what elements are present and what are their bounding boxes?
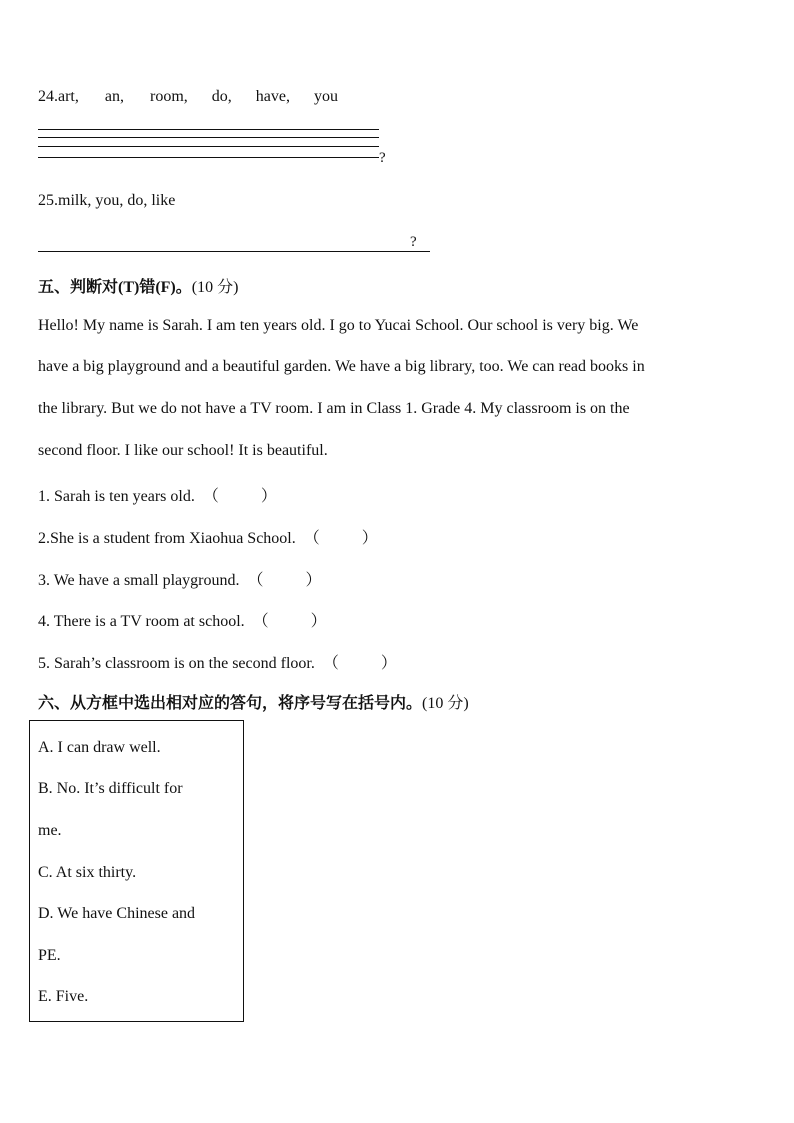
word: do, <box>211 88 232 105</box>
tf-item-text: 1. Sarah is ten years old. <box>38 488 195 505</box>
option-line: E. Five. <box>38 988 89 1005</box>
tf-item <box>38 483 277 506</box>
section-title: 五、判断对(T)错(F)。 <box>38 279 192 296</box>
section-5-heading <box>38 274 238 297</box>
option-line: me. <box>38 822 62 839</box>
answer-line[interactable] <box>38 251 430 252</box>
option-line: D. We have Chinese and <box>38 905 196 922</box>
answer-line[interactable] <box>38 129 379 130</box>
answer-line[interactable] <box>38 157 379 158</box>
option-line: A. I can draw well. <box>38 739 161 756</box>
passage-line: second floor. I like our school! It is beautiful. <box>38 442 328 459</box>
tf-item <box>38 650 397 673</box>
question-number: 24. <box>38 88 58 105</box>
answer-paren-close: ） <box>310 613 327 630</box>
tf-item-text: 5. Sarah’s classroom is on the second floor. <box>38 655 315 672</box>
answer-paren-open: （ <box>303 530 320 547</box>
question-mark: ? <box>379 150 386 166</box>
answer-paren-open: （ <box>247 572 264 589</box>
option-line: C. At six thirty. <box>38 864 137 881</box>
answer-line[interactable] <box>38 137 379 138</box>
word: art, <box>58 88 79 105</box>
word: an, <box>104 88 124 105</box>
question-24 <box>38 88 338 106</box>
tf-item-text: 2.She is a student from Xiaohua School. <box>38 530 296 547</box>
tf-item-text: 4. There is a TV room at school. <box>38 613 245 630</box>
answer-paren-open: （ <box>322 655 339 672</box>
option-line: PE. <box>38 947 61 964</box>
tf-item-text: 3. We have a small playground. <box>38 572 240 589</box>
section-points: (10 分) <box>422 695 469 712</box>
answer-paren-open: （ <box>252 613 269 630</box>
options-box <box>29 720 244 1022</box>
tf-item <box>38 608 327 631</box>
answer-line[interactable] <box>38 146 379 147</box>
section-6-heading <box>38 690 469 713</box>
answer-paren-close: ） <box>361 530 378 547</box>
passage-line: Hello! My name is Sarah. I am ten years old. I go to Yucai School. Our school is very big. We <box>38 317 639 334</box>
option-line: B. No. It’s difficult for <box>38 780 183 797</box>
word: have, <box>255 88 290 105</box>
answer-paren-open: （ <box>202 488 219 505</box>
passage-line: the library. But we do not have a TV room. I am in Class 1. Grade 4. My classroom is on the <box>38 400 630 417</box>
question-mark: ? <box>410 234 417 250</box>
question-25: 25.milk, you, do, like <box>38 192 176 209</box>
tf-item <box>38 567 322 590</box>
answer-paren-close: ） <box>380 655 397 672</box>
word: room, <box>149 88 188 105</box>
section-points: (10 分) <box>191 279 239 296</box>
tf-item <box>38 525 378 548</box>
answer-paren-close: ） <box>305 572 322 589</box>
answer-paren-close: ） <box>260 488 277 505</box>
passage-line: have a big playground and a beautiful garden. We have a big library, too. We can read books in <box>38 358 645 375</box>
section-title: 六、从方框中选出相对应的答句，将序号写在括号内。 <box>38 695 423 712</box>
word: you <box>313 88 338 105</box>
